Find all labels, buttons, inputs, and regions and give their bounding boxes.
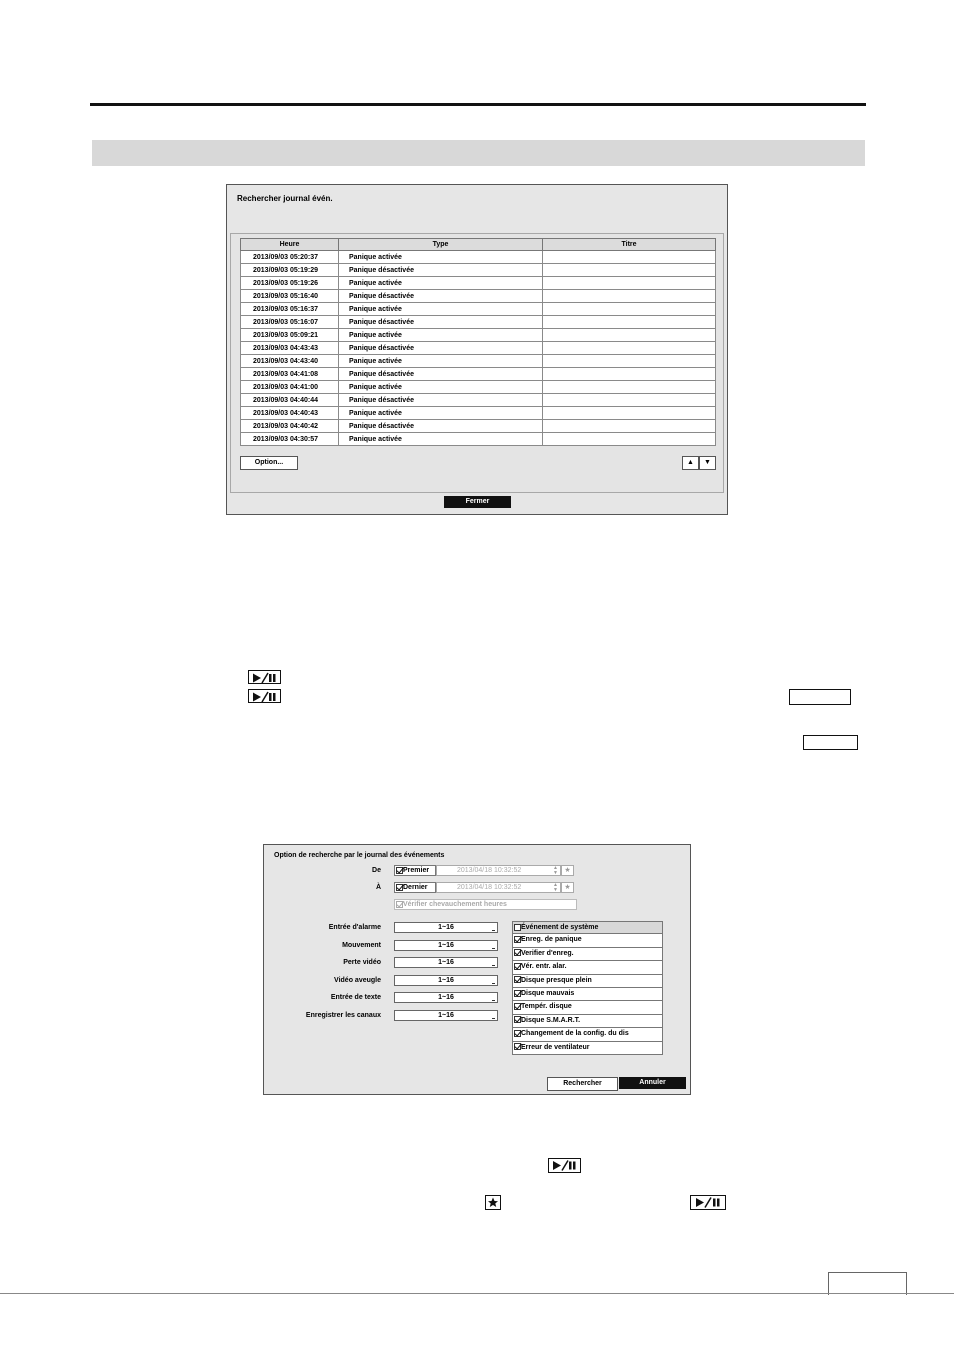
scroll-up-button[interactable]: ▲ <box>682 456 699 470</box>
checkbox-icon <box>514 924 521 931</box>
footer-rule <box>0 1293 954 1294</box>
search-option-dialog <box>263 844 691 1095</box>
cell-title <box>543 381 716 394</box>
play-pause-icon <box>248 689 281 703</box>
checkbox-icon <box>514 1016 521 1023</box>
system-event-label: Verifier d'enreg. <box>521 949 574 957</box>
system-event-item[interactable] <box>512 975 663 988</box>
checkbox-icon <box>514 949 521 956</box>
from-label: De <box>372 867 381 874</box>
table-row[interactable] <box>241 277 716 290</box>
column-header-time[interactable]: Heure <box>241 239 339 251</box>
cell-type: Panique activée <box>339 355 543 368</box>
cell-type: Panique activée <box>339 303 543 316</box>
spinner-icon[interactable]: ▲ ▼ <box>553 865 558 876</box>
cell-title <box>543 420 716 433</box>
checkbox-icon <box>396 884 403 891</box>
table-row[interactable] <box>241 368 716 381</box>
checkbox-icon <box>514 936 521 943</box>
cell-time: 2013/09/03 04:40:44 <box>241 394 339 407</box>
field-label: Entrée d'alarme <box>328 924 381 931</box>
cell-title <box>543 329 716 342</box>
table-row[interactable] <box>241 342 716 355</box>
system-event-label: Disque presque plein <box>521 976 592 984</box>
system-event-list <box>512 921 663 1055</box>
cell-type: Panique activée <box>339 277 543 290</box>
cell-title <box>543 264 716 277</box>
cell-time: 2013/09/03 04:30:57 <box>241 433 339 446</box>
page-number-tab <box>828 1272 907 1295</box>
system-event-item[interactable] <box>512 934 663 947</box>
cell-time: 2013/09/03 05:16:07 <box>241 316 339 329</box>
channel-range-selector[interactable]: 1~16 <box>394 940 498 951</box>
cell-title <box>543 290 716 303</box>
channel-range-selector[interactable]: 1~16 <box>394 975 498 986</box>
column-header-title[interactable]: Titre <box>543 239 716 251</box>
option-button[interactable]: Option... <box>240 456 298 470</box>
spinner-icon[interactable]: ▲ ▼ <box>553 882 558 893</box>
cell-title <box>543 277 716 290</box>
cell-time: 2013/09/03 05:09:21 <box>241 329 339 342</box>
cell-title <box>543 342 716 355</box>
from-date-field[interactable]: 2013/04/18 10:32:52 ▲ ▼ <box>436 865 561 876</box>
checkbox-icon <box>514 1030 521 1037</box>
cell-title <box>543 251 716 264</box>
scroll-down-button[interactable]: ▼ <box>699 456 716 470</box>
table-row[interactable] <box>241 355 716 368</box>
cell-time: 2013/09/03 05:19:29 <box>241 264 339 277</box>
table-header-row <box>241 239 716 251</box>
cell-title <box>543 368 716 381</box>
checkbox-icon <box>396 867 403 874</box>
table-row[interactable] <box>241 433 716 446</box>
to-date-field[interactable]: 2013/04/18 10:32:52 ▲ ▼ <box>436 882 561 893</box>
play-pause-icon <box>690 1195 726 1210</box>
channel-range-selector[interactable]: 1~16 <box>394 922 498 933</box>
field-label: Perte vidéo <box>343 959 381 967</box>
cell-title <box>543 394 716 407</box>
header-rule <box>90 103 866 106</box>
channel-range-selector[interactable]: 1~16 <box>394 992 498 1003</box>
cell-time: 2013/09/03 04:43:43 <box>241 342 339 355</box>
cell-type: Panique activée <box>339 381 543 394</box>
checkbox-icon <box>514 963 521 970</box>
cell-time: 2013/09/03 05:16:40 <box>241 290 339 303</box>
star-icon <box>485 1195 501 1210</box>
table-row[interactable] <box>241 316 716 329</box>
channel-range-selector[interactable]: 1~16 <box>394 957 498 968</box>
checkbox-icon <box>514 1043 521 1050</box>
close-button[interactable]: Fermer <box>444 496 511 508</box>
cell-type: Panique désactivée <box>339 394 543 407</box>
cell-time: 2013/09/03 04:40:42 <box>241 420 339 433</box>
system-event-label: Erreur de ventilateur <box>521 1043 590 1051</box>
cell-time: 2013/09/03 04:40:43 <box>241 407 339 420</box>
system-event-label: Changement de la config. du dis <box>521 1030 629 1038</box>
first-checkbox[interactable]: Premier <box>394 865 436 876</box>
table-row[interactable] <box>241 394 716 407</box>
cell-type: Panique désactivée <box>339 342 543 355</box>
field-label: Vidéo aveugle <box>334 976 381 984</box>
system-event-item[interactable] <box>512 1028 663 1041</box>
checkbox-icon <box>514 1003 521 1010</box>
system-event-label: Disque mauvais <box>521 989 575 997</box>
field-label: Entrée de texte <box>330 994 381 1002</box>
button-placeholder-box <box>789 689 851 705</box>
dialog-title: Option de recherche par le journal des événements <box>274 852 445 859</box>
column-header-type[interactable]: Type <box>339 239 543 251</box>
cell-type: Panique activée <box>339 407 543 420</box>
cell-title <box>543 316 716 329</box>
cell-type: Panique désactivée <box>339 290 543 303</box>
cell-title <box>543 407 716 420</box>
star-icon[interactable]: ★ <box>561 882 574 893</box>
system-event-header[interactable]: Événement de système <box>512 921 663 934</box>
table-row[interactable] <box>241 407 716 420</box>
system-event-item[interactable] <box>512 1015 663 1028</box>
play-pause-icon <box>248 670 281 684</box>
dialog-title: Rechercher journal évén. <box>237 194 333 203</box>
system-event-item[interactable] <box>512 988 663 1001</box>
cell-time: 2013/09/03 05:19:26 <box>241 277 339 290</box>
table-row[interactable] <box>241 264 716 277</box>
table-row[interactable] <box>241 290 716 303</box>
checkbox-icon <box>514 976 521 983</box>
cell-type: Panique désactivée <box>339 368 543 381</box>
cell-type: Panique désactivée <box>339 420 543 433</box>
system-event-label: Tempér. disque <box>521 1003 572 1011</box>
table-row[interactable] <box>241 381 716 394</box>
field-label: Enregistrer les canaux <box>305 1012 381 1019</box>
checkbox-icon <box>514 990 521 997</box>
star-icon[interactable]: ★ <box>561 865 574 876</box>
table-row[interactable] <box>241 251 716 264</box>
system-event-label: Enreg. de panique <box>521 936 582 944</box>
cell-title <box>543 355 716 368</box>
cell-type: Panique activée <box>339 329 543 342</box>
cell-time: 2013/09/03 05:20:37 <box>241 251 339 264</box>
cell-title <box>543 303 716 316</box>
cell-title <box>543 433 716 446</box>
system-event-item[interactable] <box>512 1042 663 1055</box>
system-event-label: Vér. entr. alar. <box>521 963 567 971</box>
cell-time: 2013/09/03 05:16:37 <box>241 303 339 316</box>
system-event-item[interactable] <box>512 948 663 961</box>
channel-range-selector[interactable]: 1~16 <box>394 1010 498 1021</box>
last-checkbox[interactable]: Dernier <box>394 882 436 893</box>
table-row[interactable] <box>241 329 716 342</box>
play-pause-icon <box>548 1158 581 1173</box>
cell-type: Panique désactivée <box>339 264 543 277</box>
event-log-search-dialog <box>226 184 728 515</box>
cell-type: Panique activée <box>339 433 543 446</box>
cell-type: Panique désactivée <box>339 316 543 329</box>
system-event-label: Disque S.M.A.R.T. <box>521 1016 581 1024</box>
cell-time: 2013/09/03 04:43:40 <box>241 355 339 368</box>
button-placeholder-box <box>803 735 858 750</box>
section-heading-bar <box>92 140 865 166</box>
checkbox-icon <box>396 901 403 908</box>
to-label: À <box>375 884 381 891</box>
event-log-table <box>240 238 716 446</box>
cancel-button[interactable]: Annuler <box>619 1077 686 1089</box>
check-time-overlap-checkbox[interactable]: Vérifier chevauchement heures <box>394 899 577 910</box>
system-event-item[interactable] <box>512 961 663 974</box>
cell-time: 2013/09/03 04:41:08 <box>241 368 339 381</box>
table-row[interactable] <box>241 303 716 316</box>
cell-type: Panique activée <box>339 251 543 264</box>
search-button[interactable]: Rechercher <box>547 1077 618 1091</box>
cell-time: 2013/09/03 04:41:00 <box>241 381 339 394</box>
table-row[interactable] <box>241 420 716 433</box>
field-label: Mouvement <box>342 941 381 949</box>
system-event-item[interactable] <box>512 1001 663 1014</box>
